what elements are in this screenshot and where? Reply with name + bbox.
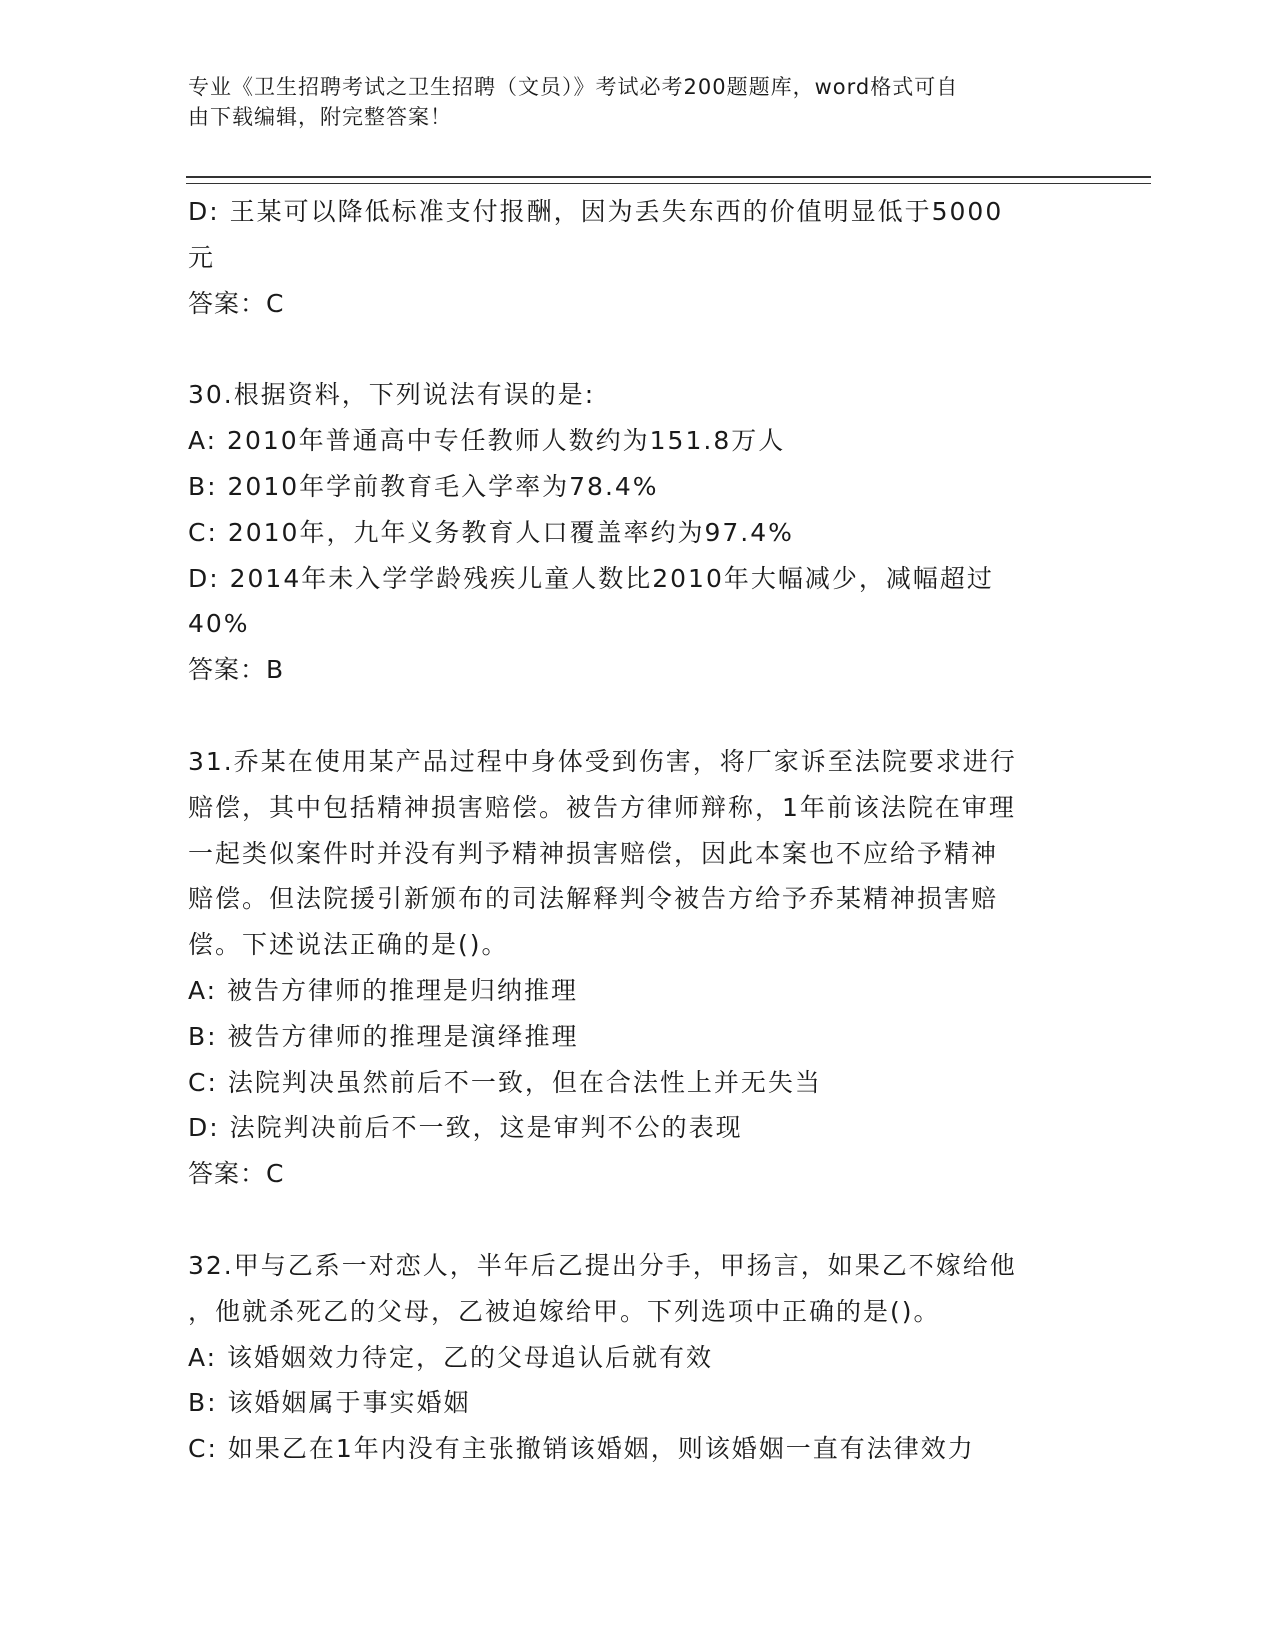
q30-option-d-line-2: 40% [188,609,250,639]
q31-stem-line: 偿。下述说法正确的是()。 [188,930,509,960]
page-header [188,72,1088,132]
q32-option-a: A: 该婚姻效力待定，乙的父母追认后就有效 [188,1342,714,1372]
spacer [188,1197,1093,1243]
q32-stem-line: 32.甲与乙系一对恋人，半年后乙提出分手，甲扬言，如果乙不嫁给他 [188,1250,1017,1280]
q32-option-b: B: 该婚姻属于事实婚姻 [188,1388,471,1418]
q31-stem-line: 31.乔某在使用某产品过程中身体受到伤害，将厂家诉至法院要求进行 [188,746,1017,776]
q30-answer: 答案：B [188,655,285,685]
header-line-1: 专业《卫生招聘考试之卫生招聘（文员）》考试必考200题题库，word格式可自 [188,75,959,99]
q32-stem-line: ，他就杀死乙的父母，乙被迫嫁给甲。下列选项中正确的是()。 [188,1296,941,1326]
q29-option-d-line-1: D: 王某可以降低标准支付报酬，因为丢失东西的价值明显低于5000 [188,197,1004,226]
q31-option-b: B: 被告方律师的推理是演绎推理 [188,1021,579,1051]
q30-option-a: A: 2010年普通高中专任教师人数约为151.8万人 [188,426,786,456]
question-content [188,189,1093,1472]
q30-stem: 30.根据资料，下列说法有误的是: [188,380,596,410]
q31-option-a: A: 被告方律师的推理是归纳推理 [188,975,579,1005]
q30-option-b: B: 2010年学前教育毛入学率为78.4% [188,471,659,501]
q31-stem-line: 赔偿，其中包括精神损害赔偿。被告方律师辩称，1年前该法院在审理 [188,792,1016,822]
spacer [188,693,1093,739]
q29-option-d-line-2: 元 [188,242,216,272]
q29-answer: 答案：C [188,288,285,318]
q31-option-d: D: 法院判决前后不一致，这是审判不公的表现 [188,1113,743,1143]
header-divider-thick [186,176,1151,178]
q30-option-c: C: 2010年，九年义务教育人口覆盖率约为97.4% [188,517,794,547]
q30-option-d-line-1: D: 2014年未入学学龄残疾儿童人数比2010年大幅减少，减幅超过 [188,563,994,593]
q31-stem-line: 赔偿。但法院援引新颁布的司法解释判令被告方给予乔某精神损害赔 [188,884,999,914]
q32-option-c: C: 如果乙在1年内没有主张撤销该婚姻，则该婚姻一直有法律效力 [188,1434,975,1464]
q31-stem-line: 一起类似案件时并没有判予精神损害赔偿，因此本案也不应给予精神 [188,838,999,868]
q31-option-c: C: 法院判决虽然前后不一致，但在合法性上并无失当 [188,1067,822,1097]
q31-answer: 答案：C [188,1159,285,1189]
spacer [188,326,1093,372]
header-divider-thin [186,183,1151,184]
header-line-2: 由下载编辑，附完整答案！ [188,105,452,129]
